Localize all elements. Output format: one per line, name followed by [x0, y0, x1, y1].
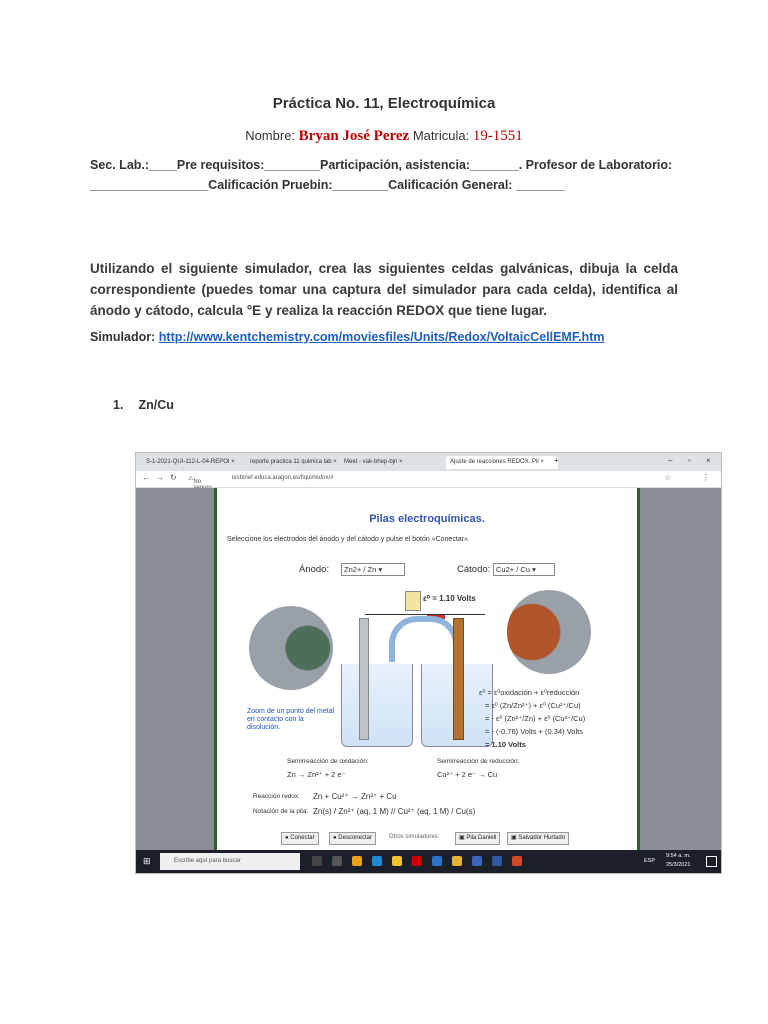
otros-label: Otros simuladores: [389, 834, 440, 840]
emf-equation-5: = 1.10 Volts [485, 740, 526, 749]
matricula-label: Matricula: [412, 128, 470, 143]
close-icon[interactable]: × [706, 456, 711, 465]
simulator-link[interactable]: http://www.kentchemistry.com/moviesfiles/Units/Redox/VoltaicCellEMF.htm [158, 330, 605, 344]
zinc-electrode [359, 618, 369, 740]
back-icon[interactable]: ← [142, 473, 150, 482]
web-page [136, 488, 721, 850]
oxidation-equation: Zn → Zn²⁺ + 2 e⁻ [287, 770, 346, 779]
reduction-equation: Cu²⁺ + 2 e⁻ → Cu [437, 770, 498, 779]
pila-label: Notación de la pila: [253, 808, 309, 815]
address-text[interactable]: iesbinef.educa.aragon.es/fiqui/redox/# [232, 475, 334, 481]
notifications-icon[interactable] [706, 856, 717, 867]
sim-title: Pilas electroquímicas. [369, 513, 485, 525]
salt-bridge [389, 616, 459, 662]
browser-tab[interactable]: Meet - vak-bhep-bjn × [344, 459, 403, 465]
clock-time[interactable]: 9:54 a. m. [666, 853, 691, 859]
browser-tab[interactable]: reporte practica 11 quimica lab × [250, 459, 337, 465]
redox-label: Reacción redox: [253, 793, 300, 800]
photos-icon[interactable] [492, 856, 502, 866]
nombre-label: Nombre: [245, 128, 296, 143]
simulator-line [90, 330, 604, 344]
zoom-caption: Zoom de un punto del metal en contacto con la disolución. [247, 708, 335, 731]
browser-tab[interactable]: S-1-2021-QUI-112-L-04-REPOI × [146, 459, 235, 465]
mail-icon[interactable] [432, 856, 442, 866]
reload-icon[interactable]: ↻ [170, 473, 177, 482]
forward-icon[interactable]: → [156, 473, 164, 482]
emf-equation-2: = ε⁰ (Zn/Zn²⁺) + ε⁰ (Cu²⁺/Cu) [485, 701, 581, 710]
browser-tab-active[interactable]: Ajuste de reacciones REDOX. Pil × [446, 456, 558, 469]
menu-icon[interactable]: ⋮ [702, 473, 710, 482]
pila-notation: Zn(s) / Zn²⁺ (aq, 1 M) // Cu²⁺ (aq, 1 M) / Cu(s) [313, 807, 476, 816]
chrome-icon[interactable] [352, 856, 362, 866]
zinc-zoom-sphere [249, 606, 333, 690]
fields-line-1: Sec. Lab.:____Pre requisitos:________Participación, asistencia:_______. Profesor de Laboratorio: [90, 158, 673, 172]
catodo-label: Cátodo: [457, 564, 491, 575]
clock-date[interactable]: 25/3/2021 [666, 862, 691, 868]
reduction-label: Semirreacción de reducción: [437, 758, 520, 765]
nombre-value: Bryan José Perez [298, 128, 410, 144]
star-icon[interactable]: ☆ [664, 473, 672, 482]
anodo-label: Ánodo: [299, 564, 330, 575]
copper-zoom-sphere [507, 590, 591, 674]
minimize-icon[interactable]: – [668, 456, 673, 465]
copper-electrode [453, 618, 464, 740]
wire [365, 614, 485, 615]
simulator-label: Simulador: [90, 330, 156, 344]
windows-start-icon[interactable]: ⊞ [143, 856, 151, 866]
emf-equation-1: ε⁰ = ε⁰oxidación + ε⁰reducción [479, 688, 580, 697]
address-bar[interactable] [136, 471, 721, 488]
store-icon[interactable] [452, 856, 462, 866]
page-title: Práctica No. 11, Electroquímica [272, 95, 496, 112]
language-indicator[interactable]: ESP [644, 858, 656, 864]
fields-line-2: _________________Calificación Pruebin:________Calificación General: _______ [90, 178, 565, 192]
word-icon[interactable] [472, 856, 482, 866]
oxidation-label: Semirreacción de oxidación: [287, 758, 369, 765]
student-info [0, 128, 768, 145]
taskbar-search-input[interactable]: Escribe aquí para buscar [160, 853, 300, 870]
new-tab-icon[interactable]: + [554, 456, 559, 465]
insecure-warning: ⚠ No [188, 476, 202, 485]
voltmeter-icon [405, 591, 421, 611]
simulator-screenshot [135, 452, 722, 874]
powerpoint-icon[interactable] [512, 856, 522, 866]
list-item-label: Zn/Cu [138, 398, 174, 412]
emf-equation-4: = - (-0.76) Volts + (0.34) Volts [485, 727, 583, 736]
simulator-panel [214, 488, 640, 850]
anode-beaker [341, 664, 413, 747]
browser-tab-bar [136, 453, 721, 471]
desconectar-button[interactable]: ● Desconectar [329, 832, 376, 845]
emf-equation-3: = - ε⁰ (Zn²⁺/Zn) + ε⁰ (Cu²⁺/Cu) [485, 714, 586, 723]
pila-daniell-button[interactable]: ▣ Pila Daniell [455, 832, 500, 845]
anodo-select[interactable]: Zn2+ / Zn ▾ [341, 563, 405, 576]
sim-subtitle: Seleccione los electrodos del ánodo y del cátodo y pulse el botón «Conectar». [227, 536, 470, 543]
matricula-value: 19-1551 [472, 128, 523, 144]
cortana-icon[interactable] [312, 856, 322, 866]
task-view-icon[interactable] [332, 856, 342, 866]
folder-icon[interactable] [392, 856, 402, 866]
conectar-button[interactable]: ● Conectar [281, 832, 319, 845]
instructions-paragraph: Utilizando el siguiente simulador, crea las siguientes celdas galvánicas, dibuja la celda correspondiente (puedes tomar una captura del simulador para cada celda), identifica al ánodo y cátodo, calcula °E y realiza la reacción REDOX que tiene lugar. [90, 261, 678, 318]
list-item [113, 398, 174, 412]
maximize-icon[interactable]: ▫ [688, 456, 691, 465]
redox-equation: Zn + Cu²⁺ → Zn²⁺ + Cu [313, 792, 397, 801]
windows-taskbar [136, 850, 721, 873]
salvador-hurtado-button[interactable]: ▣ Salvador Hurtado [507, 832, 569, 845]
edge-icon[interactable] [372, 856, 382, 866]
app-icon[interactable] [412, 856, 422, 866]
list-item-number: 1. [113, 398, 124, 412]
voltage-readout: ε⁰ = 1.10 Volts [423, 594, 476, 603]
catodo-select[interactable]: Cu2+ / Cu ▾ [493, 563, 555, 576]
